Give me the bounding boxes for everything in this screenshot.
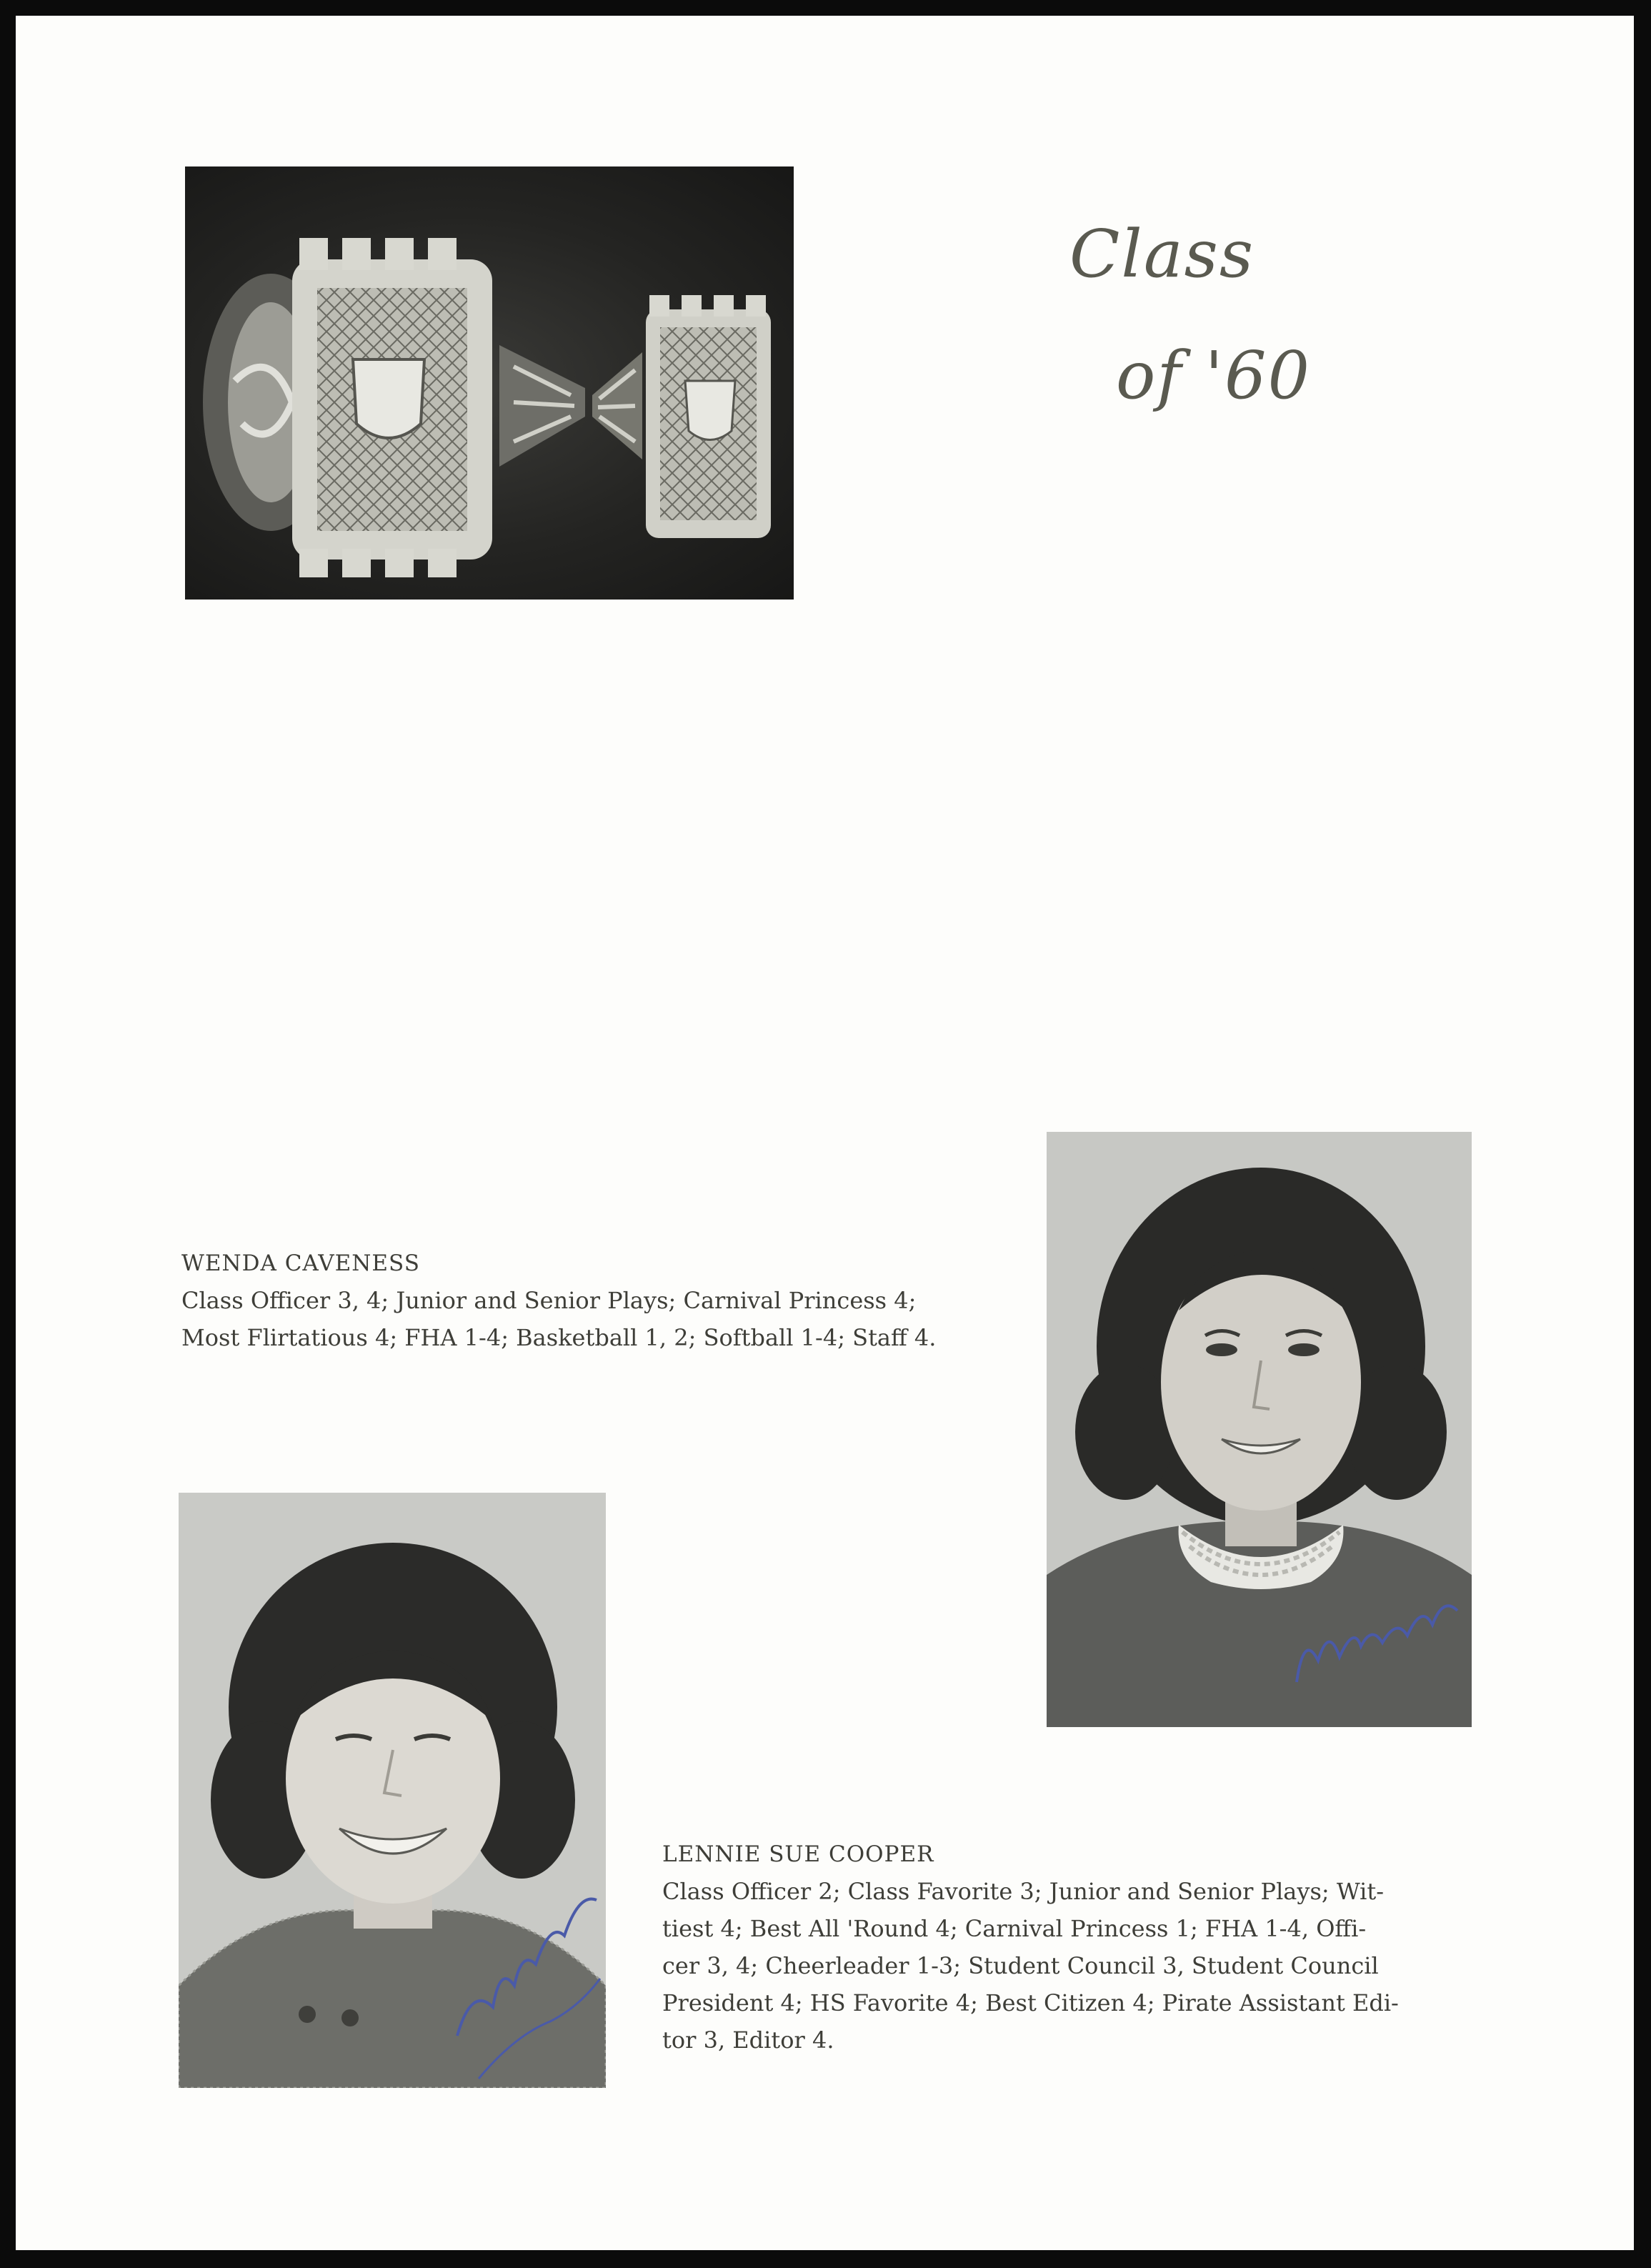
activities-line: President 4; HS Favorite 4; Best Citizen 4; Pirate Assistant Edi- xyxy=(662,1989,1399,2016)
portrait-lennie-sue-cooper xyxy=(179,1493,606,2088)
activities-line: tiest 4; Best All 'Round 4; Carnival Princess 1; FHA 1-4, Offi- xyxy=(662,1915,1367,1942)
activities-line: Class Officer 3, 4; Junior and Senior Plays; Carnival Princess 4; xyxy=(181,1287,917,1314)
activities-line: tor 3, Editor 4. xyxy=(662,2026,834,2054)
class-rings-photo xyxy=(185,166,794,600)
student-name: LENNIE SUE COOPER xyxy=(662,1841,934,1867)
title-class: Class xyxy=(1069,216,1255,292)
activities-line: Most Flirtatious 4; FHA 1-4; Basketball 1, 2; Softball 1-4; Staff 4. xyxy=(181,1324,937,1351)
student-caption-wenda xyxy=(181,1245,1074,1356)
student-caption-lennie xyxy=(662,1836,1477,2059)
activities-line: cer 3, 4; Cheerleader 1-3; Student Council 3, Student Council xyxy=(662,1952,1379,1979)
portrait-wenda-caveness xyxy=(1047,1132,1472,1727)
yearbook-page xyxy=(16,16,1634,2250)
student-name: WENDA CAVENESS xyxy=(181,1250,420,1276)
title-of-60: of '60 xyxy=(1116,337,1312,414)
activities-line: Class Officer 2; Class Favorite 3; Junior and Senior Plays; Wit- xyxy=(662,1878,1385,1905)
